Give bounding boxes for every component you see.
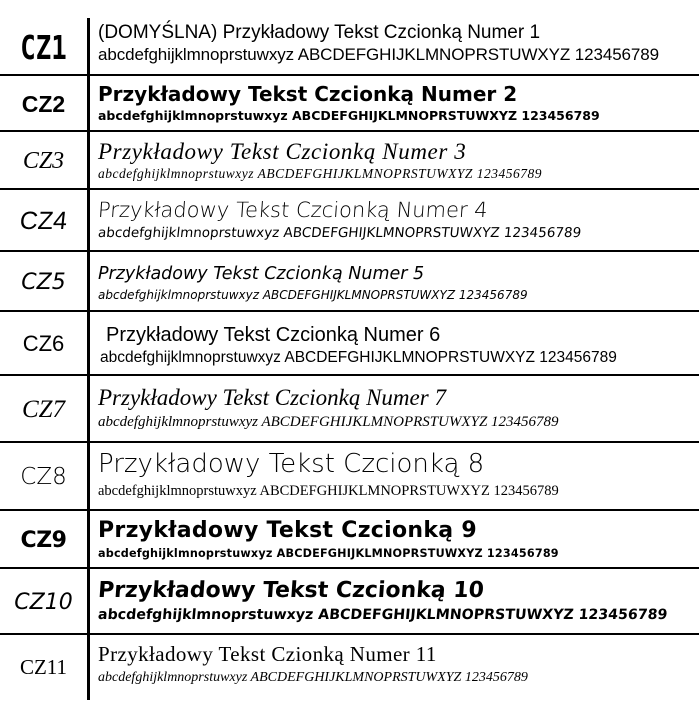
font-code: CZ10 [14,589,73,615]
sample-line: Przykładowy Tekst Czcionką 8 [98,449,485,479]
sample-line: Przykładowy Tekst Czcionką 10 [97,578,485,603]
alphabet-line: abcdefghijklmnoprstuwxyz ABCDEFGHIJKLMNOPRSTUWXYZ 123456789 [98,288,528,302]
font-code: CZ7 [21,395,66,423]
sample-line: Przykładowy Tekst Czcionką Numer 5 [98,264,425,284]
font-row [0,569,699,635]
font-sample [100,322,699,368]
font-row [0,132,699,190]
sample-line: Przykładowy Tekst Czcionką Numer 3 [98,139,467,164]
font-code: CZ3 [22,147,65,174]
font-code: CZ6 [22,331,65,356]
sample-line: Przykładowy Tekst Czcionką 9 [98,518,478,543]
font-sample [98,138,694,183]
font-row [0,18,699,76]
font-sample [98,517,694,562]
alphabet-line: abcdefghijklmnoprstuwxyz ABCDEFGHIJKLMNOPRSTUWXYZ 123456789 [98,166,542,181]
sample-line: Przykładowy Tekst Czcionką Numer 4 [97,198,489,222]
sample-line: Przykładowy Tekst Czcionką Numer 7 [98,385,446,410]
sample-line: Przykładowy Tekst Czcionką Numer 6 [106,324,441,346]
font-sample [98,261,694,304]
font-code: CZ4 [18,206,69,235]
font-code: CZ9 [20,527,67,553]
font-row [0,376,699,443]
font-sample [98,577,694,625]
sample-line: (DOMYŚLNA) Przykładowy Tekst Czcionką Numer 1 [98,22,541,43]
alphabet-line: abcdefghijklmnoprstuwxyz ABCDEFGHIJKLMNOPRSTUWXYZ 123456789 [98,547,559,560]
alphabet-line: abcdefghijklmnoprstuwxyz ABCDEFGHIJKLMNOPRSTUWXYZ 123456789 [100,349,617,366]
font-sample [98,640,694,688]
alphabet-line: abcdefghijklmnoprstuwxyz ABCDEFGHIJKLMNOPRSTUWXYZ 123456789 [97,225,582,241]
font-row [0,511,699,569]
font-code: CZ2 [21,90,66,117]
font-row [0,635,699,700]
alphabet-line: abcdefghijklmnoprstuwxyz ABCDEFGHIJKLMNOPRSTUWXYZ 123456789 [98,45,659,64]
font-sample [98,81,694,125]
font-sample [98,22,694,66]
alphabet-line: abcdefghijklmnoprstuwxyz ABCDEFGHIJKLMNOPRSTUWXYZ 123456789 [98,670,528,685]
alphabet-line: abcdefghijklmnoprstuwxyz ABCDEFGHIJKLMNOPRSTUWXYZ 123456789 [97,607,669,623]
font-sample [98,447,694,501]
sample-line: Przykładowy Tekst Czionką Numer 11 [98,642,437,666]
alphabet-line: abcdefghijklmnoprstuwxyz ABCDEFGHIJKLMNOPRSTUWXYZ 123456789 [98,414,559,430]
font-row [0,443,699,511]
sample-line: Przykładowy Tekst Czcionką Numer 2 [98,82,518,106]
font-sample [98,384,694,432]
font-code: CZ8 [20,464,67,490]
font-row [0,190,699,252]
font-code: CZ1 [20,27,67,67]
font-row [0,252,699,312]
alphabet-line: abcdefghijklmnoprstuwxyz ABCDEFGHIJKLMNOPRSTUWXYZ 123456789 [98,483,559,499]
alphabet-line: abcdefghijklmnoprstuwxyz ABCDEFGHIJKLMNOPRSTUWXYZ 123456789 [98,108,600,123]
font-sample [98,196,694,243]
font-code: CZ5 [21,269,66,295]
font-code: CZ11 [19,655,68,679]
font-row [0,76,699,132]
font-row [0,312,699,376]
